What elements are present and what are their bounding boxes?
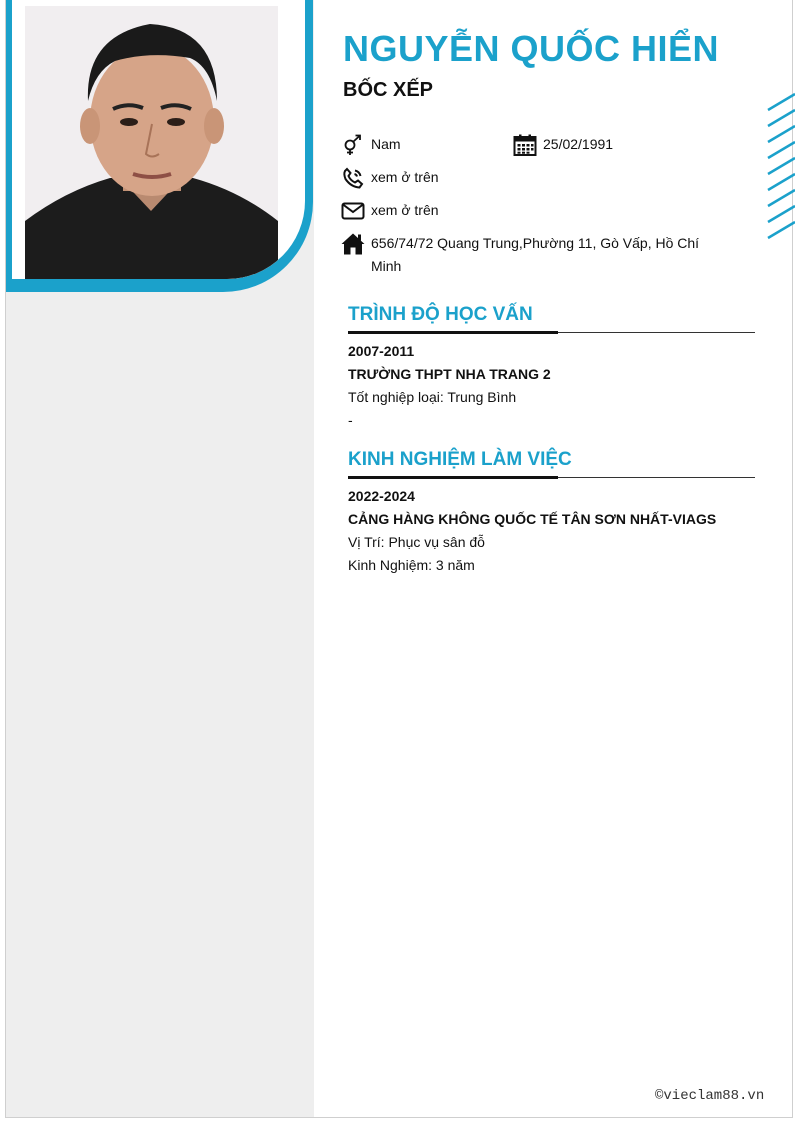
experience-heading: KINH NGHIỆM LÀM VIỆC: [348, 449, 572, 470]
house-icon: [341, 232, 365, 256]
experience-company: CẢNG HÀNG KHÔNG QUỐC TẾ TÂN SƠN NHẤT-VIAGS: [348, 511, 717, 527]
birthdate-row: [513, 133, 613, 157]
phone-row: [341, 166, 439, 190]
email-row: [341, 199, 439, 223]
phone-icon: [341, 166, 365, 190]
education-grade: Tốt nghiệp loại: Trung Bình: [348, 389, 517, 405]
gender-value: Nam: [371, 136, 401, 152]
experience-role: Vị Trí: Phục vụ sân đỗ: [348, 534, 485, 550]
gender-icon: [341, 133, 365, 157]
watermark: ©vieclam88.vn: [655, 1088, 765, 1104]
address-value: [371, 232, 699, 278]
experience-years: Kinh Nghiệm: 3 năm: [348, 557, 475, 573]
experience-divider: [348, 477, 755, 478]
phone-value: xem ở trên: [371, 169, 439, 185]
address-line-2: Minh: [371, 258, 402, 274]
education-heading: TRÌNH ĐỘ HỌC VẤN: [348, 304, 533, 325]
address-row: [341, 232, 699, 278]
photo-border: [12, 0, 305, 279]
candidate-name: NGUYỄN QUỐC HIỂN: [343, 28, 720, 69]
calendar-icon: [513, 133, 537, 157]
email-value: xem ở trên: [371, 202, 439, 218]
education-divider: [348, 332, 755, 333]
experience-period: 2022-2024: [348, 488, 415, 504]
envelope-icon: [341, 199, 365, 223]
address-line-1: 656/74/72 Quang Trung,Phường 11, Gò Vấp, Hồ Chí: [371, 235, 700, 251]
education-school: TRƯỜNG THPT NHA TRANG 2: [348, 366, 551, 382]
education-note: -: [348, 412, 353, 428]
gender-row: [341, 133, 401, 157]
birthdate-value: 25/02/1991: [543, 136, 614, 152]
decorative-stripes: [765, 92, 795, 242]
education-period: 2007-2011: [348, 343, 415, 359]
job-title: BỐC XẾP: [343, 79, 434, 101]
photo-frame: [6, 0, 313, 292]
profile-photo: [25, 6, 278, 279]
